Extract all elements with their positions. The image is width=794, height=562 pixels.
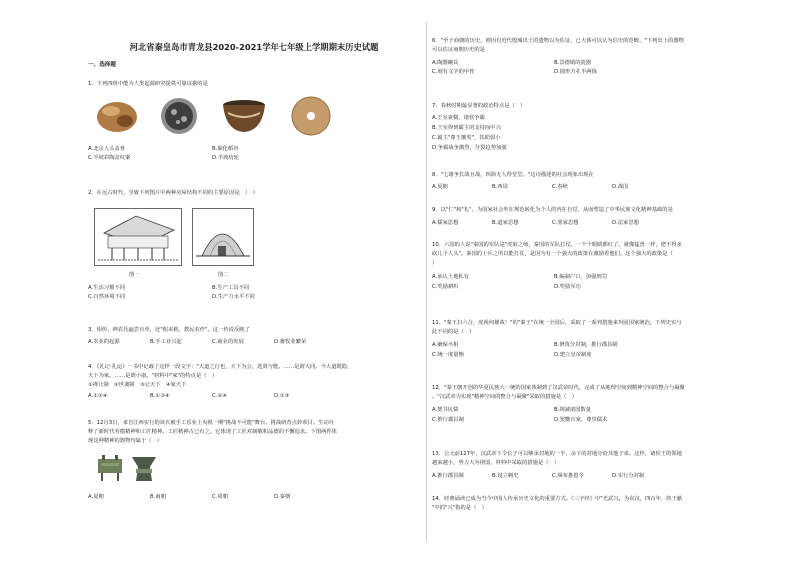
question-1-option-a: A.北京人头盖骨 bbox=[88, 146, 125, 152]
question-13-option-a: A.推行郡县制 bbox=[432, 473, 464, 479]
question-1-images bbox=[94, 95, 344, 137]
question-3-option-c: C.商业的发展 bbox=[212, 339, 244, 345]
question-6-option-b: B.景德镇的瓷器 bbox=[554, 60, 592, 66]
question-4-stem-line-1: 4．《礼记·礼运》一书中记载了这样一段文字："大道之行也，天下为公，选贤与能。……是谓大同。今大道既隐， bbox=[88, 364, 353, 370]
question-12-stem-line-2: 。"汉武帝为实现"精神空间的整合与凝聚"采取的措施是（ ） bbox=[432, 394, 578, 400]
question-2-option-c: C.自然环境不同 bbox=[88, 294, 126, 300]
question-5-bronze-vessels-image bbox=[96, 453, 160, 483]
question-9-stem: 9．以"仁"和"礼"，为国家社会外在规范转化为个人的内在自觉，从而塑造了中华民族文化精神基础的是 bbox=[432, 207, 673, 213]
rice-grain-image bbox=[161, 98, 197, 134]
question-5-option-a: A.夏朝 bbox=[88, 494, 104, 500]
question-8-stem: 8．"七雄争长战且战，四海无人得堂堂。"这诗描述的社会现象出现在 bbox=[432, 172, 594, 178]
question-3-option-a: A.农业的起源 bbox=[88, 339, 120, 345]
figure-1-stilt-house bbox=[94, 208, 182, 266]
question-12-option-d: D.罢黜百家，尊崇儒术 bbox=[554, 417, 608, 423]
question-5-stem-line-3: 现这种精神的器物均属于（ ） bbox=[88, 438, 163, 444]
question-11-option-a: A.确保丞相 bbox=[432, 342, 459, 348]
painted-pottery-basin-image bbox=[223, 100, 265, 132]
question-6-stem-line-2: 可以佐证商朝历史的是 bbox=[432, 47, 485, 53]
question-10-option-a: A.承认土地私有 bbox=[432, 274, 469, 280]
question-6-stem-line-1: 6．"至于商朝的历史，则因有近代殷墟出土的遗物以为佐证，已大体可以认为信史的范畴。"下列出土的器物 bbox=[432, 38, 684, 44]
question-3-stem: 3．相传，神农氏遍尝百草，还"耜耒耜，教民农作"。这一传说反映了 bbox=[88, 327, 250, 333]
question-7-stem: 7．春秋时期最显著的政治特点是（ ） bbox=[432, 103, 526, 109]
question-10-option-b: B.编制户口，加强刑罚 bbox=[554, 274, 607, 280]
question-14-stem-line-2: "中的"兴"指的是（ ） bbox=[432, 505, 487, 511]
question-10-option-c: C.奖励耕织 bbox=[432, 284, 459, 290]
question-11-option-b: B.修筑分封制，推行郡县制 bbox=[554, 342, 618, 348]
page-title: 河北省秦皇岛市青龙县2020-2021学年七年级上学期期末历史试题 bbox=[129, 42, 379, 52]
question-4-stem-line-2: 天下为家。……是谓小康。"材料中"家"的特点是（ ） bbox=[88, 373, 218, 379]
question-10-stem-line-1: 10．六国的人说"秦国的军队是"虎狼之师，秦国的军队打仗，一个个眼睛都红了，就像猛兽一样，把不得多 bbox=[432, 242, 682, 248]
question-10-option-d: D.奖励军功 bbox=[554, 284, 581, 290]
question-3-option-b: B.手工业兴起 bbox=[150, 339, 182, 345]
question-2-option-b: B.生产工具不同 bbox=[212, 285, 250, 291]
question-3-option-d: D.畜牧业繁荣 bbox=[274, 339, 307, 345]
question-11-stem-line-2: 此不同的是（ ） bbox=[432, 329, 475, 335]
question-7-option-d: D.争霸战争激烈，分裂趋势加强 bbox=[432, 145, 507, 151]
question-12-option-b: B.削减诸国数量 bbox=[554, 407, 592, 413]
question-5-option-c: C.周朝 bbox=[212, 494, 228, 500]
question-6-option-d: D.圆形方孔半两钱 bbox=[554, 69, 597, 75]
figure-2-caption: 图二 bbox=[218, 272, 229, 278]
question-1-option-d: D.半坡纺轮 bbox=[212, 155, 239, 161]
skull-image bbox=[97, 102, 137, 132]
question-13-stem-line-2: 越来越小，势力大为削弱，材料中采取的措施是（ ） bbox=[432, 460, 560, 466]
question-6-option-a: A.陶器碗具 bbox=[432, 60, 459, 66]
question-4-option-d: D.①③ bbox=[274, 393, 290, 399]
question-4-option-c: C.②④ bbox=[212, 393, 227, 399]
question-12-option-a: A.焚书坑儒 bbox=[432, 407, 459, 413]
question-8-option-a: A.夏朝 bbox=[432, 184, 448, 190]
question-5-option-d: D.秦朝 bbox=[274, 494, 291, 500]
figure-1-caption: 图一 bbox=[129, 272, 140, 278]
bronze-ding-vessel bbox=[98, 455, 122, 481]
column-divider bbox=[426, 22, 427, 542]
question-8-option-d: D.战国 bbox=[612, 184, 629, 190]
question-13-option-c: C.颁布推恩令 bbox=[552, 473, 584, 479]
question-11-option-c: C.统一度量衡 bbox=[432, 352, 464, 358]
question-9-option-d: D.法家思想 bbox=[612, 220, 639, 226]
question-11-stem-line-1: 11．"秦王扫六合，虎视何雄哉！"的"秦王"在统一全国后，采取了一系列措施来巩固国家统治，下列史实与 bbox=[432, 320, 682, 326]
question-6-option-c: C.刻有文字的甲骨 bbox=[432, 69, 475, 75]
question-12-stem-line-1: 12．"秦王朝开创的华夏民族大一统的国家体制到了汉武帝时代，完成了从地理空间到精神空间的整合与凝聚 bbox=[432, 385, 685, 391]
question-2-option-d: D.生产力水平不同 bbox=[212, 294, 255, 300]
question-8-option-c: C.春秋 bbox=[552, 184, 568, 190]
question-1-option-c: C.半坡彩陶盆纹案 bbox=[88, 155, 131, 161]
question-9-option-c: C.墨家思想 bbox=[552, 220, 579, 226]
question-9-option-a: A.儒家思想 bbox=[432, 220, 459, 226]
question-8-option-b: B.西周 bbox=[492, 184, 508, 190]
question-13-option-d: D.实行分封制 bbox=[612, 473, 645, 479]
question-13-option-b: B.设立刺史 bbox=[492, 473, 519, 479]
section-heading: 一、选择题 bbox=[88, 62, 116, 68]
figure-2-semi-pit-house bbox=[192, 208, 254, 266]
question-13-stem-line-1: 13．公元前127年，汉武帝下令长子可以继承封地的一半，余下的封地分给其他子弟。这样，诸侯王的领地 bbox=[432, 451, 682, 457]
question-2-stem: 2．在远古时代，导致下列图片中两种房屋结构不同的主要原因是 （ ） bbox=[88, 190, 259, 196]
question-12-option-c: C.推行郡县制 bbox=[432, 417, 464, 423]
question-1-stem: 1．下列四组中能为人类起源研究提供可靠证据的是 bbox=[88, 81, 208, 87]
question-10-stem-line-2: 砍几个人头"。秦国的士兵之所以能打仗，是因为有一个强大的政策在激励着他们。这个强大的政策是（ bbox=[432, 251, 673, 257]
question-5-stem-line-2: 释了新时代劳模精神和工匠精神。工匠精神古已有之。它体现了工匠对制敬和品德的不懈追求。下图两件体 bbox=[88, 429, 337, 435]
question-1-option-b: B.碳化稻谷 bbox=[212, 146, 239, 152]
spindle-whorl-image bbox=[292, 97, 330, 135]
question-10-stem-line-3: ） bbox=[432, 260, 438, 266]
question-7-option-a: A.王室衰微，诸侯争霸 bbox=[432, 115, 485, 121]
question-7-option-c: C.霸主"尊王攘夷"，扶助弱小 bbox=[432, 135, 501, 141]
question-4-stem-line-3: ①禅让制 ②世袭制 ③公天下 ④家天下 bbox=[88, 382, 187, 388]
question-14-stem-line-1: 14．经典诵读已成为当今中国人传承历史文化的重要方式。《三字经》中"光武兴，为东汉，四百年，终于献 bbox=[432, 496, 683, 502]
question-7-option-b: B.王室得到霸主的支持而中兴 bbox=[432, 125, 501, 131]
question-5-option-b: B.商朝 bbox=[150, 494, 166, 500]
question-5-stem-line-1: 5．12月3日，来自江西实行的该衣被手工乐业上央视一期"挑战不可能"舞台。挑战研育点妙项目。生动诠 bbox=[88, 420, 335, 426]
question-4-option-b: B.①③④ bbox=[150, 393, 170, 399]
question-9-option-b: B.道家思想 bbox=[492, 220, 519, 226]
question-2-option-a: A.生活习惯不同 bbox=[88, 285, 125, 291]
question-11-option-d: D.建立皇帝制度 bbox=[554, 352, 592, 358]
question-4-option-a: A.①②④ bbox=[88, 393, 108, 399]
bronze-zun-vessel bbox=[132, 457, 156, 481]
